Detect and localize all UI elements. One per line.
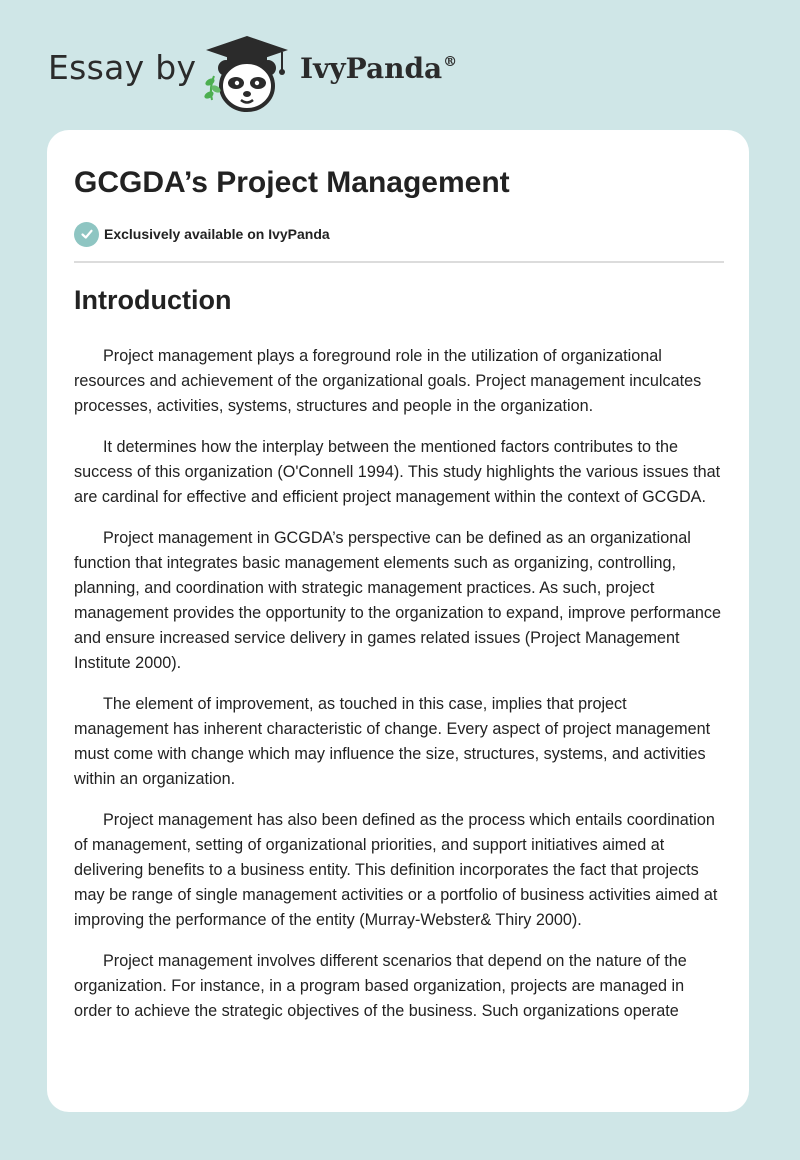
- essay-card: [47, 130, 749, 1112]
- paragraph: Project management has also been defined as the process which entails coordination of management, setting of organizational priorities, and support initiatives aimed at delivering benefits to a business entity. This definition incorporates the fact that projects may be range of single management activities or a portfolio of business activities aimed at improving the performance of the entity (Murray-Webster& Thiry 2000).: [74, 811, 718, 929]
- brand-prefix: Essay by: [48, 48, 197, 87]
- section-heading: Introduction: [74, 285, 232, 315]
- site-header: [0, 0, 800, 130]
- paragraph: The element of improvement, as touched in this case, implies that project management has inherent characteristic of change. Every aspect of project management must come with change which may influence the size, structures, systems, and activities within an organization.: [74, 695, 711, 788]
- check-circle-icon: [74, 222, 99, 247]
- panda-graduate-icon[interactable]: [200, 34, 294, 114]
- paragraph: Project management in GCGDA’s perspective can be defined as an organizational function that integrates basic management elements such as organizing, controlling, planning, and coordination with strategic management practices. As such, project management provides the opportunity to the organization to expand, improve performance and ensure increased service delivery in games related issues (Project Management Institute 2000).: [74, 529, 721, 672]
- paragraph: Project management plays a foreground role in the utilization of organizational resources and achievement of the organizational goals. Project management inculcates processes, activities, systems, structures and people in the organization.: [74, 347, 702, 415]
- paragraph: It determines how the interplay between the mentioned factors contributes to the success of this organization (O'Connell 1994). This study highlights the various issues that are cardinal for effective and efficient project management within the context of GCGDA.: [74, 438, 721, 506]
- exclusive-badge: [74, 221, 330, 247]
- paragraph: Project management involves different scenarios that depend on the nature of the organization. For instance, in a program based organization, projects are managed in order to achieve the strategic objectives of the business. Such organizations operate: [74, 952, 687, 1020]
- essay-body: [74, 344, 724, 1040]
- title-divider: [74, 261, 724, 263]
- page-title: GCGDA’s Project Management: [74, 166, 510, 199]
- registered-mark: ®: [443, 54, 458, 70]
- badge-label: Exclusively available on IvyPanda: [104, 226, 330, 242]
- brand-name[interactable]: IvyPanda®: [300, 52, 458, 85]
